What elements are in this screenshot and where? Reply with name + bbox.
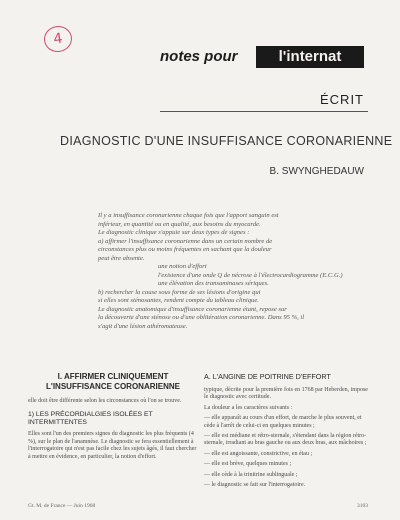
abstract-block (98, 212, 348, 331)
header-left-label: notes pour (160, 48, 238, 65)
header-right-label: l'internat (256, 46, 364, 68)
footer-page-number: 3103 (357, 503, 368, 509)
left-column-heading: I. AFFIRMER CLINIQUEMENT L'INSUFFISANCE CORONARIENNE (46, 372, 180, 391)
right-column-line: — elle est angoissante, constrictive, en étau ; (204, 450, 313, 457)
header-divider (160, 111, 368, 112)
right-column (204, 372, 372, 492)
left-column-intro: elle doit être différente selon les circonstances où l'on se trouve. (28, 398, 182, 404)
abstract-line: inférieur, en quantité ou en qualité, aux besoins du myocarde. (98, 220, 261, 228)
series-header (160, 46, 370, 72)
abstract-line: a) affirmer l'insuffisance coronarienne dans un certain nombre de (98, 237, 273, 245)
right-column-line: — elle est médiane et rétro-sternale, s'étendant dans la région rétro-sternale, irradiant au bras gauche ou aux deux bras, aux mâchoires ; (204, 433, 367, 447)
abstract-line: s'agit d'une lésion athéromateuse. (98, 322, 188, 330)
right-column-line: — le diagnostic se fait sur l'interrogatoire. (204, 482, 306, 489)
right-column-heading: A. L'ANGINE DE POITRINE D'EFFORT (204, 372, 331, 381)
abstract-line: b) rechercher la cause sous forme de ses lésions d'origine qui (98, 288, 261, 296)
abstract-line: Le diagnostic anatomique d'insuffisance coronarienne étant, repose sur (98, 305, 287, 313)
abstract-line: Il y a insuffisance coronarienne chaque fois que l'apport sanguin est (98, 212, 279, 219)
abstract-line: l'existence d'une onde Q de nécrose à l'électrocardiogramme (E.C.G.) (158, 271, 343, 279)
right-column-line: — elle cède à la trinitrine sublinguale ; (204, 471, 298, 478)
right-column-line: typique, décrite pour la première fois en 1768 par Heberden, impose le diagnostic avec certitude. (204, 387, 368, 401)
footer-publication: Gt. M. de France — Juin 1968 (28, 503, 96, 509)
section-label: ÉCRIT (320, 92, 364, 107)
article-author: B. SWYNGHEDAUW (269, 166, 364, 177)
abstract-line: une élévation des transaminases sériques. (158, 280, 269, 287)
abstract-line: Le diagnostic clinique s'appuie sur deux types de signes : (98, 229, 250, 236)
abstract-line: une notion d'effort (158, 263, 207, 270)
abstract-line: peut être absente. (98, 254, 145, 262)
left-column-body: Elles sont l'un des premiers signes du diagnostic les plus fréquents (4 %), sur le plan de l'anamnèse. Le diagnostic se fera essentiellement à l'interrogatoire qui n'est pas facile chez les sujets âgés, il faut chercher à mettre en évidence, en particulier, la notion d'effort. (28, 431, 197, 460)
right-column-line: — elle est brève, quelques minutes ; (204, 461, 292, 468)
handwritten-page-number: 4 (42, 24, 73, 54)
abstract-line: la découverte d'une sténose ou d'une oblitération coronarienne. Dans 95 %, il (98, 314, 305, 321)
abstract-line: circonstances plus ou moins fréquentes en sachant que la douleur (98, 246, 272, 253)
right-column-line: — elle apparaît au cours d'un effort, de marche le plus souvent, et cède à l'arrêt de celui-ci en quelques minutes ; (204, 415, 362, 429)
right-column-line: La douleur a les caractères suivants : (204, 404, 293, 411)
article-title: DIAGNOSTIC D'UNE INSUFFISANCE CORONARIENNE (60, 134, 393, 148)
abstract-line: si elles sont sténosantes, rendent compte du tableau clinique. (98, 297, 259, 304)
left-column (28, 372, 198, 464)
left-column-subheading: 1) LES PRÉCORDIALGIES ISOLÉES ET INTERMITTENTES (28, 411, 153, 427)
